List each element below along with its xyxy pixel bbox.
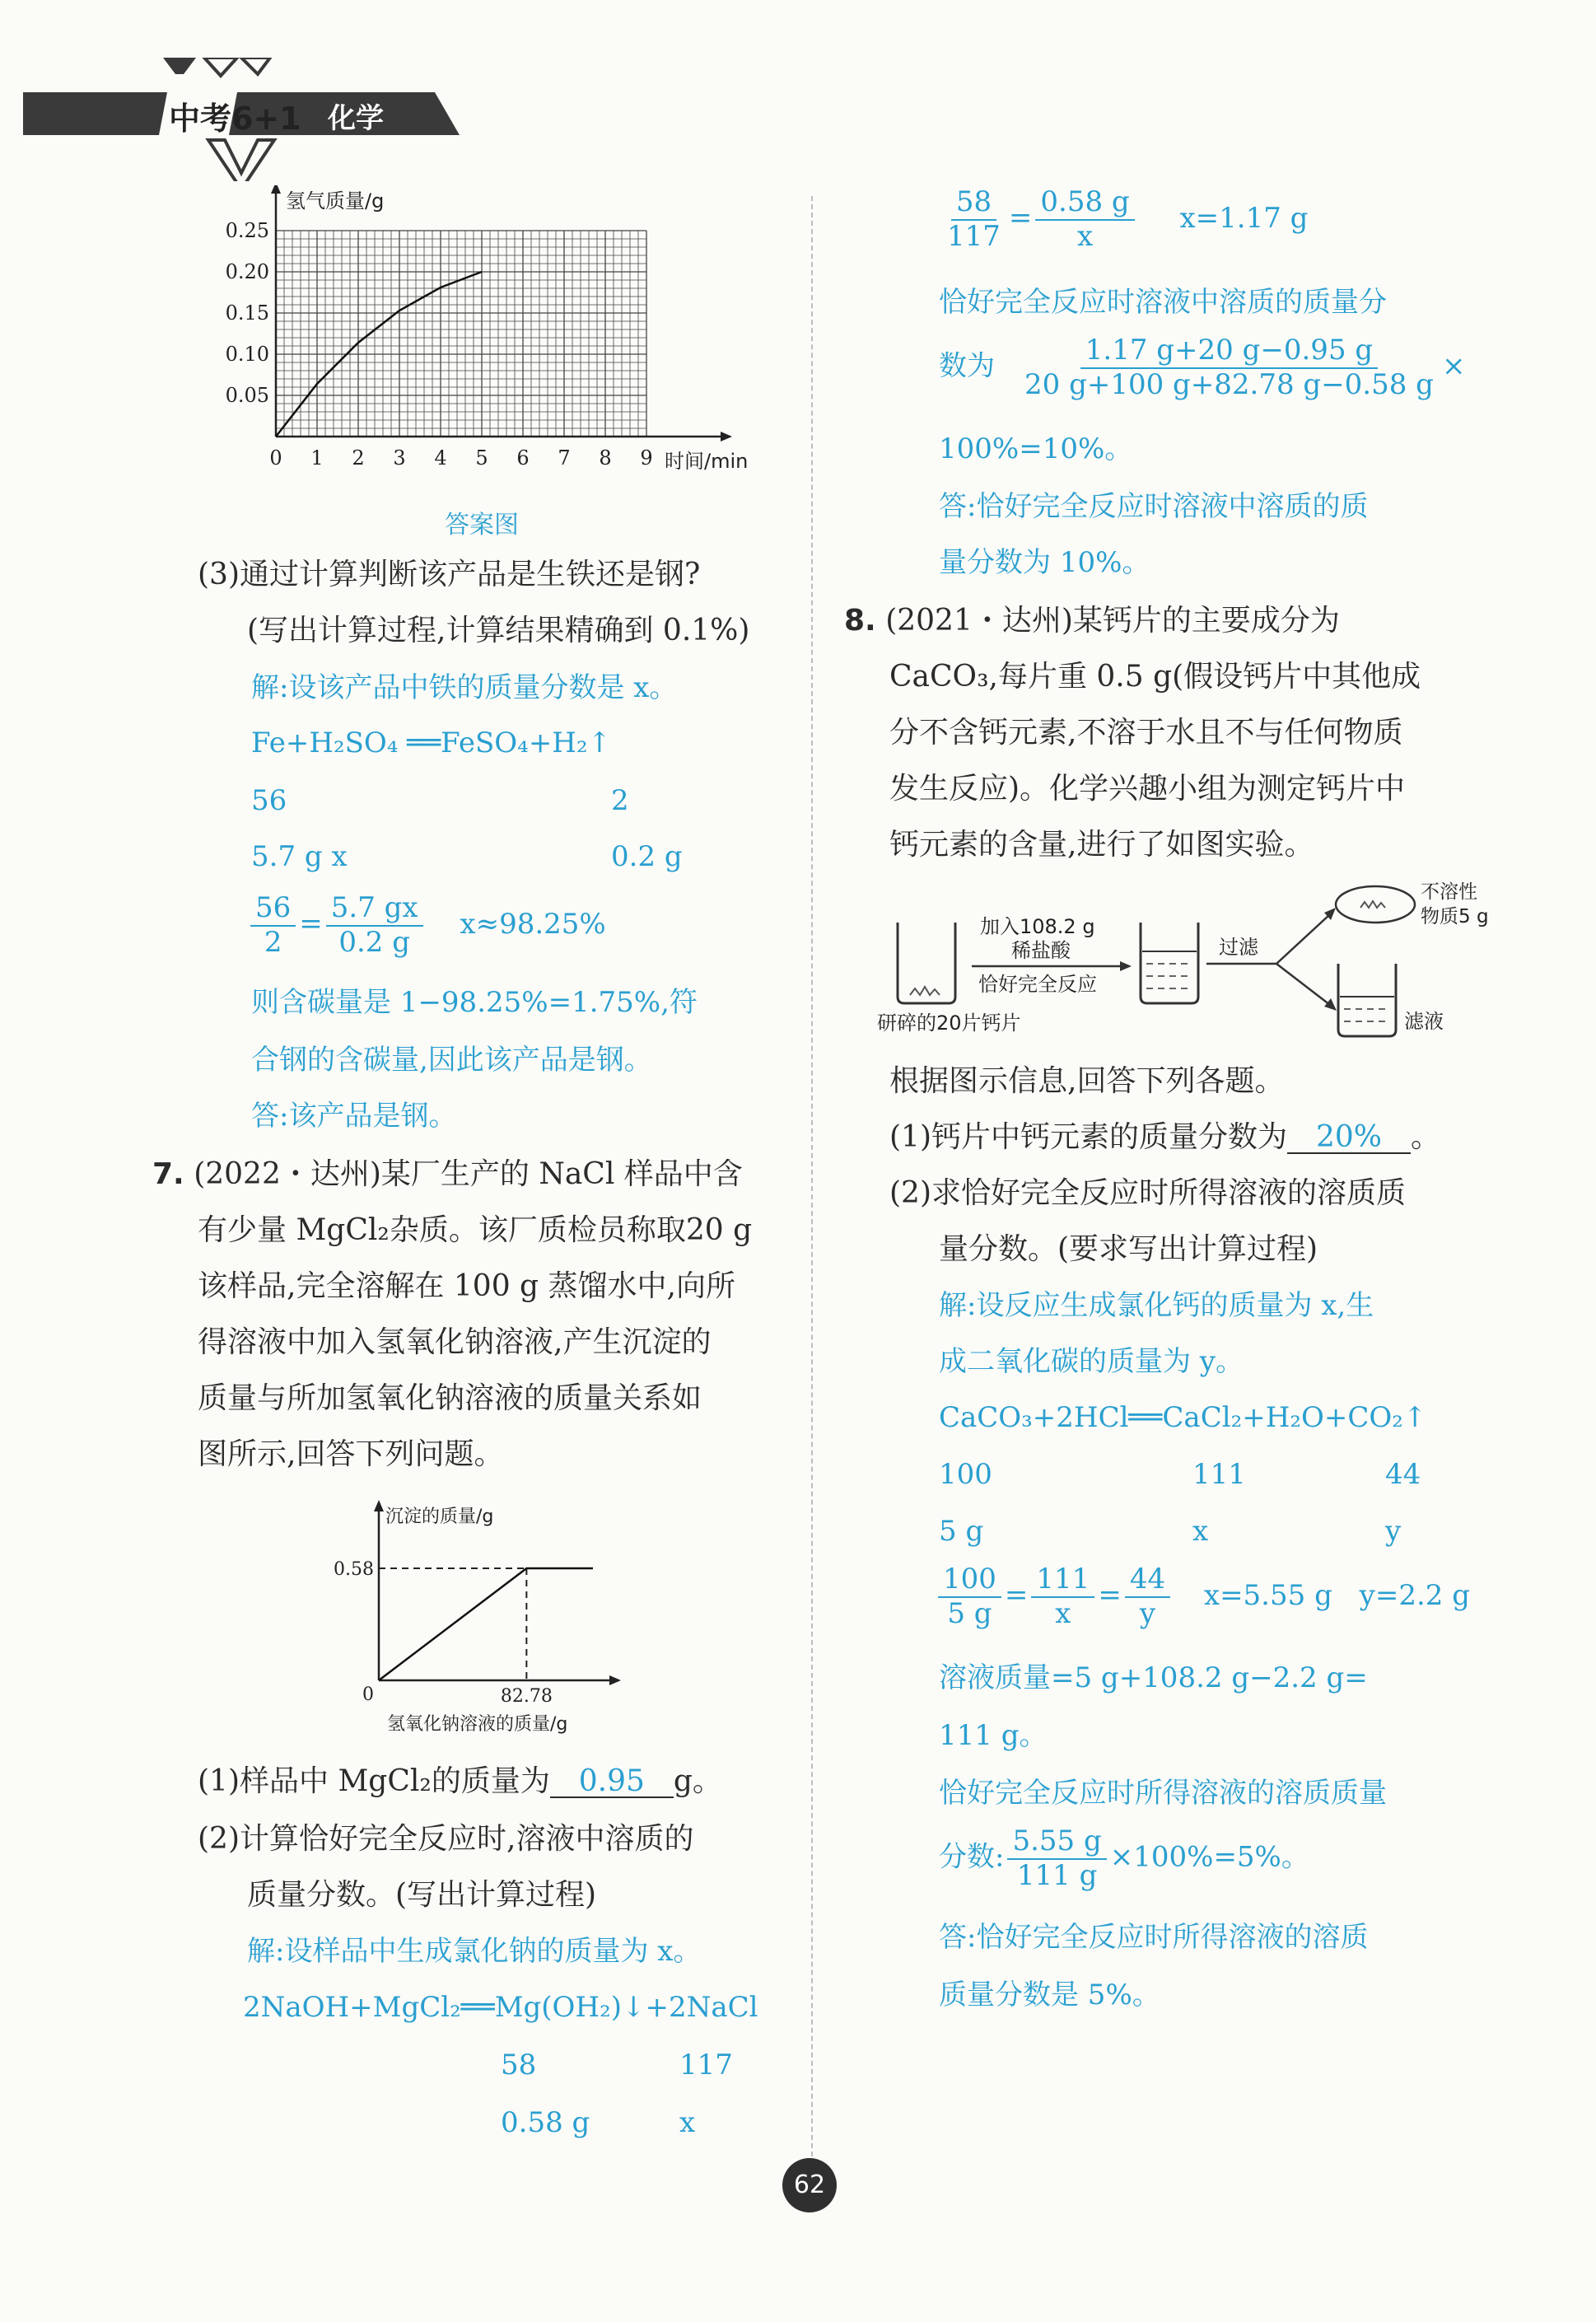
q8-fraction-calc: 分数: $\frac{5.55 g}{111 g}$ ×100%=5%。 [939,1824,1309,1892]
q7-proportion: $\frac{58}{117}$ = $\frac{0.58 g}{x}$ x=1.17 g [947,185,1309,253]
q7-answer-intro: 解:设样品中生成氯化钠的质量为 x。 [247,1935,702,1968]
x-tick-label: 8 [599,446,612,470]
diag-react-label: 恰好完全反应 [978,973,1097,996]
q8-line2: CaCO₃,每片重 0.5 g(假设钙片中其他成 [889,660,1421,694]
insoluble-residue [1336,886,1415,923]
y-tick-label: 0.15 [225,301,269,325]
x-tick-label: 7 [558,446,571,470]
q8-part2: (2)求恰好完全反应时所得溶液的溶质质 [889,1176,1406,1210]
q7-result-fraction: 数为 $\frac{1.17 g+20 g-0.95 g}{20 g+100 g+82.78 g-0.58 g}$ × [939,334,1466,401]
x-tick-label: 9 [640,446,653,470]
q8-part2-cont: 量分数。(要求写出计算过程) [939,1232,1318,1266]
q8-line1: 8. (2021・达州)某钙片的主要成分为 [844,604,1340,638]
x-tick-label: 4 [434,446,447,470]
q7-line4: 得溶液中加入氢氧化钠溶液,产生沉淀的 [198,1325,712,1359]
q8-value-caco3: 5 g [939,1515,984,1548]
q7-part1-answer: 0.95 [550,1767,674,1798]
q8-molar-cacl2: 111 [1192,1458,1246,1491]
q7-equation: 2NaOH+MgCl₂══Mg(OH₂)↓+2NaCl [243,1991,758,2024]
x-tick-label: 6 [516,446,530,470]
x-tick-label: 0 [269,446,282,470]
q7-final-answer: 答:恰好完全反应时溶液中溶质的质 [939,490,1369,523]
q8-answer-intro: 解:设反应生成氯化钙的质量为 x,生 [939,1289,1374,1322]
q8-line6: 根据图示信息,回答下列各题。 [889,1064,1285,1098]
x-axis-arrow [609,1675,621,1685]
q8-proportion: $\frac{100}{5 g}$ = $\frac{111}{x}$ = $\frac{44}{y}$ x=5.55 g y=2.2 g [935,1565,1470,1628]
q6-conclusion: 合钢的含碳量,因此该产品是钢。 [251,1044,652,1077]
q8-final-answer: 答:恰好完全反应时所得溶液的溶质 [939,1921,1369,1954]
experiment-diagram [873,873,1499,1054]
q8-line5: 钙元素的含量,进行了如图实验。 [889,828,1314,862]
q8-line4: 发生反应)。化学兴趣小组为测定钙片中 [889,772,1406,806]
diag-insoluble-label2: 物质5 g [1421,906,1489,927]
x-axis-label: 时间/min [665,450,749,473]
q8-part1: (1)钙片中钙元素的质量分数为 20% 。 [889,1120,1441,1154]
diag-filtrate-label: 滤液 [1404,1010,1444,1033]
q7-molar-nacl: 117 [679,2049,733,2081]
beaker-reaction [1141,923,1198,1003]
q7-part1: (1)样品中 MgCl₂的质量为 0.95 g。 [198,1764,722,1798]
q6-part3: (3)通过计算判断该产品是生铁还是钢? [198,558,701,591]
precipitate-chart [321,1491,651,1738]
q6-final-answer: 答:该产品是钢。 [251,1100,457,1133]
diag-filter-label: 过滤 [1219,936,1258,959]
q7-molar-mgoh: 58 [501,2049,537,2081]
x-tick-label: 1 [310,446,324,470]
page-number: 62 [782,2158,837,2212]
diag-add-label: 加入108.2 g [980,915,1095,938]
beaker-tablets [898,923,955,1003]
q8-part1-answer: 20% [1287,1123,1411,1154]
y-tick-label: 0.25 [225,219,269,242]
q7-part2-cont: 质量分数。(写出计算过程) [247,1878,597,1912]
q6-value-fe: 5.7 g x [251,840,348,873]
y-axis-arrow [271,185,281,194]
q7-line5: 质量与所加氢氧化钠溶液的质量关系如 [198,1381,702,1415]
q6-molar-fe: 56 [251,784,287,817]
beaker-filtrate [1338,964,1396,1036]
diag-insoluble-label1: 不溶性 [1421,881,1477,903]
y-tick-label: 0.20 [225,260,269,283]
q8-value-co2: y [1385,1515,1402,1548]
q6-equation: Fe+H₂SO₄ ══FeSO₄+H₂↑ [251,727,612,759]
x-tick-label: 82.78 [500,1686,553,1707]
q6-proportion: $\frac{56}{2}$ = $\frac{5.7 gx}{0.2 g}$ x≈98.25% [247,894,606,957]
q7-line2: 有少量 MgCl₂杂质。该厂质检员称取20 g [198,1213,753,1247]
q6-molar-h2: 2 [611,784,629,817]
origin-label: 0 [362,1684,374,1705]
q7-result-line3: 100%=10%。 [939,432,1133,465]
x-axis-arrow [721,432,732,442]
q8-fraction-line: 恰好完全反应时所得溶液的溶质质量 [939,1777,1387,1810]
brand-label: 中考6+1 [169,100,301,137]
x-tick-label: 2 [352,446,365,470]
y-axis-arrow [374,1500,384,1511]
q8-solution-mass: 溶液质量=5 g+108.2 g−2.2 g= [939,1661,1368,1694]
y-tick-label: 0.05 [225,384,269,407]
diag-caption: 研碎的20片钙片 [877,1011,1021,1035]
q7-line6: 图所示,回答下列问题。 [198,1437,504,1471]
q8-molar-co2: 44 [1385,1458,1421,1491]
diag-acid-label: 稀盐酸 [1011,939,1071,962]
subject-label: 化学 [328,102,384,135]
chart1-caption: 答案图 [445,511,519,540]
y-axis-label: 沉淀的质量/g [385,1507,494,1527]
q7-line1: 7. (2022・达州)某厂生产的 NaCl 样品中含 [152,1157,743,1191]
y-tick-label: 0.10 [225,343,269,366]
q8-solution-mass-cont: 111 g。 [939,1719,1048,1752]
q8-line3: 分不含钙元素,不溶于水且不与任何物质 [889,716,1403,750]
q8-equation: CaCO₃+2HCl══CaCl₂+H₂O+CO₂↑ [939,1401,1427,1434]
q7-part2: (2)计算恰好完全反应时,溶液中溶质的 [198,1822,694,1856]
q8-final-answer-cont: 质量分数是 5%。 [939,1979,1160,2011]
q8-value-cacl2: x [1192,1515,1209,1548]
y-tick-label: 0.58 [334,1559,374,1580]
q7-value-nacl: x [679,2106,696,2139]
q7-final-answer-cont: 量分数为 10%。 [939,546,1150,579]
q8-answer-intro-cont: 成二氧化碳的质量为 y。 [939,1345,1244,1378]
column-divider [811,196,813,2156]
series-line-precipitate [379,1568,593,1680]
q6-carbon-content: 则含碳量是 1−98.25%=1.75%,符 [251,986,698,1019]
q7-value-mgoh: 0.58 g [501,2106,590,2139]
x-axis-label: 氢氧化钠溶液的质量/g [387,1714,568,1735]
x-tick-label: 3 [393,446,406,470]
y-axis-label: 氢气质量/g [286,189,385,213]
q6-part3-note: (写出计算过程,计算结果精确到 0.1%) [247,614,750,647]
q8-molar-caco3: 100 [939,1458,992,1491]
x-tick-label: 5 [475,446,488,470]
q7-line3: 该样品,完全溶解在 100 g 蒸馏水中,向所 [198,1269,735,1303]
q6-answer-intro: 解:设该产品中铁的质量分数是 x。 [251,671,678,704]
q6-value-h2: 0.2 g [611,840,683,873]
q7-result-line1: 恰好完全反应时溶液中溶质的质量分 [939,286,1387,319]
hydrogen-mass-chart [214,185,774,482]
